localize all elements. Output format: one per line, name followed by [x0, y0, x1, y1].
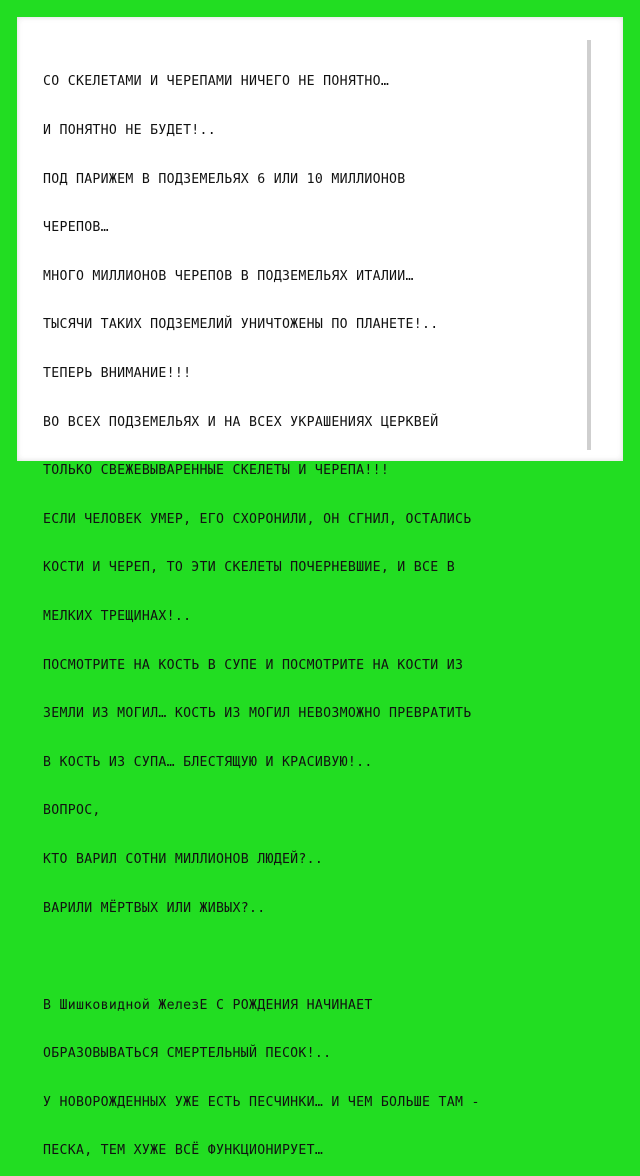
text-line: И ПОНЯТНО НЕ БУДЕТ!..	[43, 123, 217, 138]
text-line: ТЕПЕРЬ ВНИМАНИЕ!!!	[43, 365, 192, 381]
text-line: ПЕСКА, ТЕМ ХУЖЕ ВСЁ ФУНКЦИОНИРУЕТ…	[43, 1143, 324, 1159]
text-line: ЗЕМЛИ ИЗ МОГИЛ… КОСТЬ ИЗ МОГИЛ НЕВОЗМОЖНО ПРЕВРАТИТЬ	[43, 706, 472, 722]
text-line: В КОСТЬ ИЗ СУПА… БЛЕСТЯЩУЮ И КРАСИВУЮ!..	[43, 754, 373, 770]
text-line: МНОГО МИЛЛИОНОВ ЧЕРЕПОВ В ПОДЗЕМЕЛЬЯХ ИТАЛИИ…	[43, 268, 414, 284]
text-line: ТЫСЯЧИ ТАКИХ ПОДЗЕМЕЛИЙ УНИЧТОЖЕНЫ ПО ПЛАНЕТЕ!..	[43, 317, 439, 333]
paragraph-gap	[43, 949, 588, 965]
text-line: У НОВОРОЖДЕННЫХ УЖЕ ЕСТЬ ПЕСЧИНКИ… И ЧЕМ БОЛЬШЕ ТАМ -	[43, 1094, 480, 1110]
text-line: ВАРИЛИ МЁРТВЫХ ИЛИ ЖИВЫХ?..	[43, 900, 266, 916]
text-line: ВОПРОС,	[43, 803, 101, 819]
text-line: ЧЕРЕПОВ…	[43, 220, 109, 236]
text-line: ТОЛЬКО СВЕЖЕВЫВАРЕННЫЕ СКЕЛЕТЫ И ЧЕРЕПА!!!	[43, 463, 390, 479]
text-line: КОСТИ И ЧЕРЕП, ТО ЭТИ СКЕЛЕТЫ ПОЧЕРНЕВШИЕ, И ВСЕ В	[43, 560, 455, 576]
text-block	[43, 42, 588, 1176]
text-line: КТО ВАРИЛ СОТНИ МИЛЛИОНОВ ЛЮДЕЙ?..	[43, 851, 324, 867]
text-line: ОБРАЗОВЫВАТЬСЯ СМЕРТЕЛЬНЫЙ ПЕСОК!..	[43, 1046, 332, 1062]
text-line: СО СКЕЛЕТАМИ И ЧЕРЕПАМИ НИЧЕГО НЕ ПОНЯТНО…	[43, 74, 390, 90]
text-line: ПОД ПАРИЖЕМ В ПОДЗЕМЕЛЬЯХ 6 ИЛИ 10 МИЛЛИОНОВ	[43, 171, 406, 187]
text-line: ПОСМОТРИТЕ НА КОСТЬ В СУПЕ И ПОСМОТРИТЕ НА КОСТИ ИЗ	[43, 657, 464, 673]
text-line: МЕЛКИХ ТРЕЩИНАХ!..	[43, 608, 192, 624]
text-line: ВО ВСЕХ ПОДЗЕМЕЛЬЯХ И НА ВСЕХ УКРАШЕНИЯХ ЦЕРКВЕЙ	[43, 414, 439, 430]
text-line: ЕСЛИ ЧЕЛОВЕК УМЕР, ЕГО СХОРОНИЛИ, ОН СГНИЛ, ОСТАЛИСЬ	[43, 511, 472, 527]
text-line: В Шишковидной ЖелезЕ С РОЖДЕНИЯ НАЧИНАЕТ	[43, 997, 373, 1013]
